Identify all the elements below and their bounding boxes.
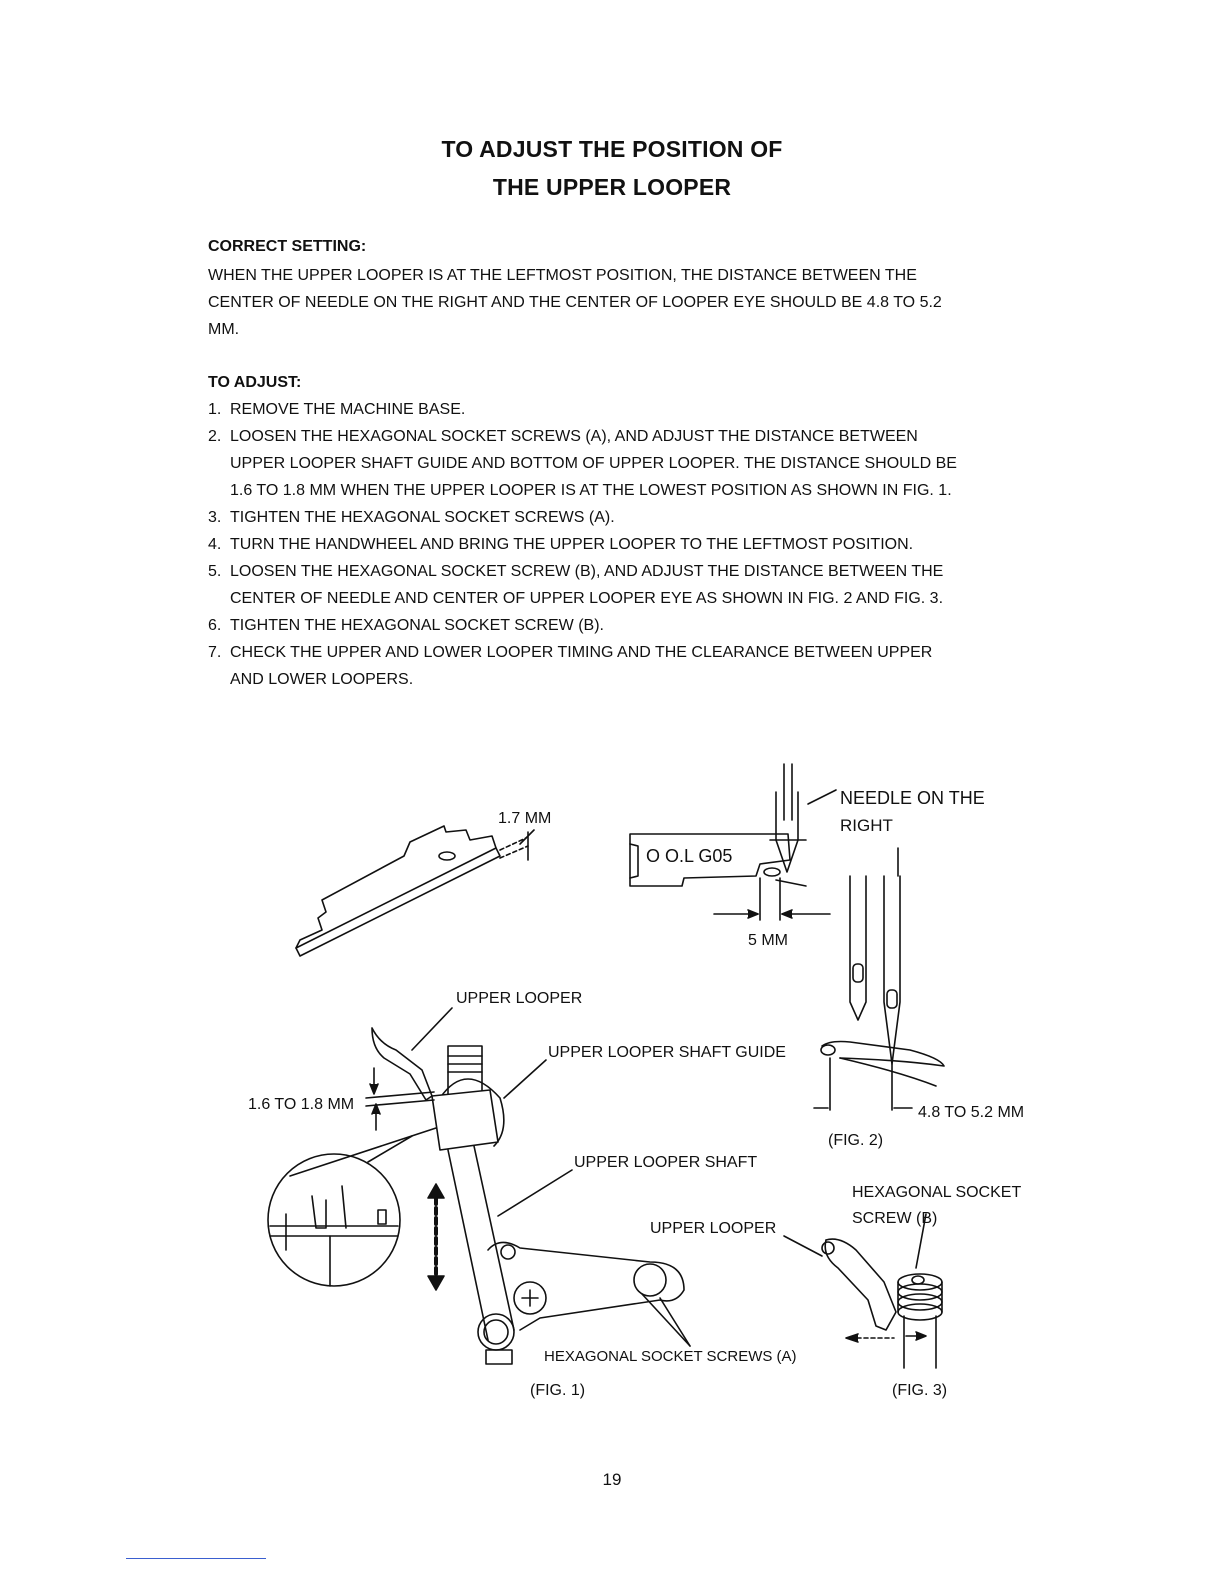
correct-setting-line: MM. xyxy=(208,321,240,338)
label-upper-looper-shaft: UPPER LOOPER SHAFT xyxy=(574,1154,758,1171)
label-1-7mm: 1.7 MM xyxy=(498,810,552,827)
step-line: TURN THE HANDWHEEL AND BRING THE UPPER LOOPER TO THE LEFTMOST POSITION. xyxy=(230,536,914,553)
page-title-line1: TO ADJUST THE POSITION OF xyxy=(441,136,783,162)
label-5mm: 5 MM xyxy=(748,932,788,949)
fig1-caption: (FIG. 1) xyxy=(530,1382,586,1399)
fig3-caption: (FIG. 3) xyxy=(892,1382,948,1399)
fig2-caption: (FIG. 2) xyxy=(828,1132,884,1149)
label-hex-screw-b-line2: SCREW (B) xyxy=(852,1210,938,1227)
step-line: CENTER OF NEEDLE AND CENTER OF UPPER LOOPER EYE AS SHOWN IN FIG. 2 AND FIG. 3. xyxy=(230,590,944,607)
page-title-line2: THE UPPER LOOPER xyxy=(492,174,732,200)
correct-setting-heading: CORRECT SETTING: xyxy=(208,238,367,255)
step-line: LOOSEN THE HEXAGONAL SOCKET SCREW (B), AND ADJUST THE DISTANCE BETWEEN THE xyxy=(230,563,944,580)
step-number: 5. xyxy=(208,563,222,580)
step-line: UPPER LOOPER SHAFT GUIDE AND BOTTOM OF UPPER LOOPER. THE DISTANCE SHOULD BE xyxy=(230,455,957,472)
label-upper-looper-mid: UPPER LOOPER xyxy=(650,1220,777,1237)
step-line: AND LOWER LOOPERS. xyxy=(230,671,414,688)
fig3-looper-screw-drawing xyxy=(784,1214,942,1368)
label-gauge: O O.L G05 xyxy=(646,846,733,866)
step-number: 3. xyxy=(208,509,222,526)
label-needle-line1: NEEDLE ON THE xyxy=(840,788,985,808)
gauge-and-needle-drawing xyxy=(630,764,836,920)
footer-rule xyxy=(126,1558,266,1559)
step-line: REMOVE THE MACHINE BASE. xyxy=(230,401,466,418)
step-line: CHECK THE UPPER AND LOWER LOOPER TIMING AND THE CLEARANCE BETWEEN UPPER xyxy=(230,644,933,661)
step-number: 7. xyxy=(208,644,222,661)
shaft-guide-plate-drawing xyxy=(296,826,534,956)
label-hex-screws-a: HEXAGONAL SOCKET SCREWS (A) xyxy=(544,1348,797,1365)
fig2-needles-drawing xyxy=(814,848,944,1110)
step-line: TIGHTEN THE HEXAGONAL SOCKET SCREWS (A). xyxy=(230,509,615,526)
page-number: 19 xyxy=(602,1470,622,1489)
step-line: TIGHTEN THE HEXAGONAL SOCKET SCREW (B). xyxy=(230,617,604,634)
step-number: 4. xyxy=(208,536,222,553)
to-adjust-heading: TO ADJUST: xyxy=(208,374,302,391)
label-4-8-to-5-2mm: 4.8 TO 5.2 MM xyxy=(918,1104,1025,1121)
label-1-6-to-1-8mm: 1.6 TO 1.8 MM xyxy=(248,1096,355,1113)
step-number: 1. xyxy=(208,401,222,418)
correct-setting-line: WHEN THE UPPER LOOPER IS AT THE LEFTMOST POSITION, THE DISTANCE BETWEEN THE xyxy=(208,267,917,284)
step-number: 2. xyxy=(208,428,222,445)
label-upper-looper-top: UPPER LOOPER xyxy=(456,990,583,1007)
label-hex-screw-b-line1: HEXAGONAL SOCKET xyxy=(852,1184,1022,1201)
step-line: 1.6 TO 1.8 MM WHEN THE UPPER LOOPER IS AT THE LOWEST POSITION AS SHOWN IN FIG. 1. xyxy=(230,482,952,499)
step-number: 6. xyxy=(208,617,222,634)
step-line: LOOSEN THE HEXAGONAL SOCKET SCREWS (A), AND ADJUST THE DISTANCE BETWEEN xyxy=(230,428,918,445)
label-needle-line2: RIGHT xyxy=(840,816,893,835)
correct-setting-line: CENTER OF NEEDLE ON THE RIGHT AND THE CENTER OF LOOPER EYE SHOULD BE 4.8 TO 5.2 xyxy=(208,294,942,311)
label-shaft-guide: UPPER LOOPER SHAFT GUIDE xyxy=(548,1044,786,1061)
